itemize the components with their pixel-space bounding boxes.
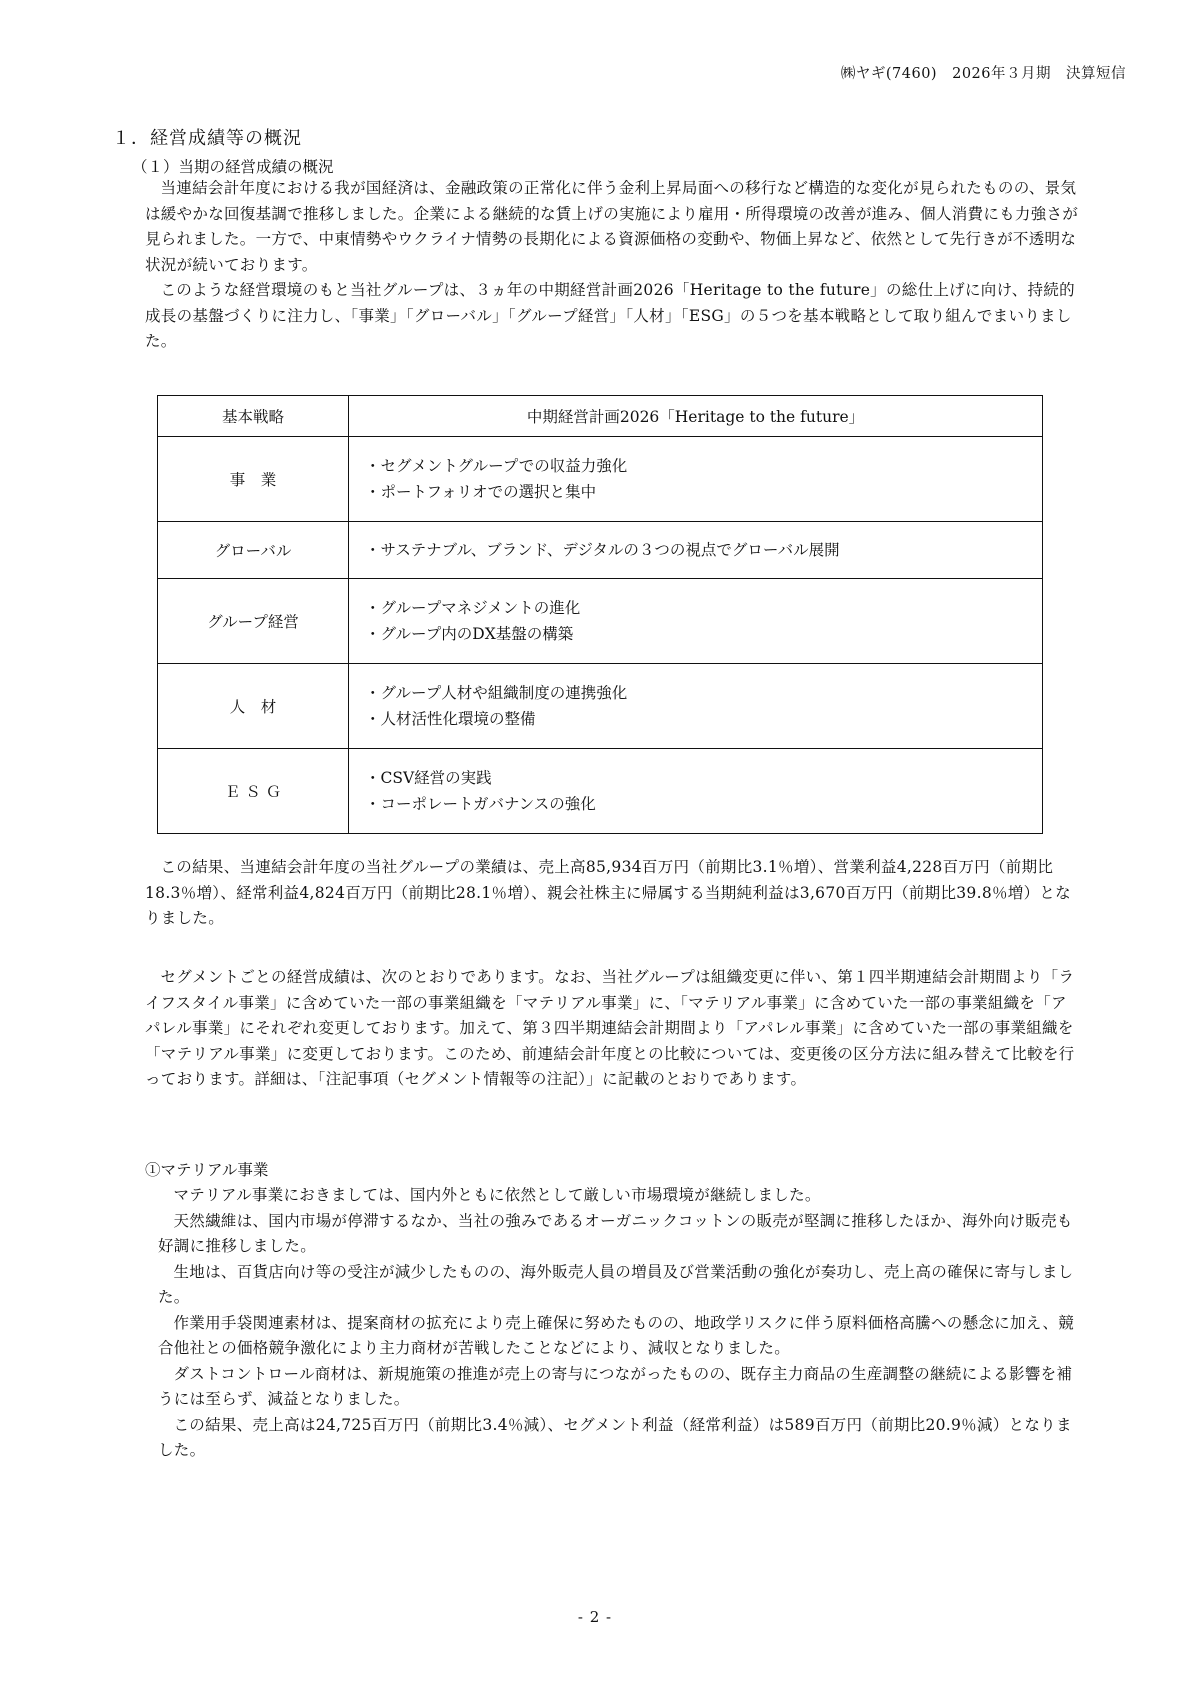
table-header-row	[158, 396, 1043, 437]
intro-paragraph: このような経営環境のもと当社グループは、３ヵ年の中期経営計画2026「Heritage to the future」の総仕上げに向け、持続的成長の基盤づくりに注力し、「事業」「グローバル」「グループ経営」「人材」「ESG」の５つを基本戦略として取り組んでまいりました。	[145, 281, 1075, 350]
strategy-item: ・グループ内のDX基盤の構築	[365, 625, 574, 643]
material-segment-title: ①マテリアル事業	[145, 1161, 269, 1179]
strategy-item: ・グループマネジメントの進化	[365, 599, 581, 617]
strategy-items	[349, 579, 1043, 664]
section-subtitle: （１）当期の経営成績の概況	[132, 158, 334, 176]
material-paragraph: マテリアル事業におきましては、国内外ともに依然として厳しい市場環境が継続しました。	[173, 1186, 821, 1204]
results-paragraph: この結果、当連結会計年度の当社グループの業績は、売上高85,934百万円（前期比3.1％増）、営業利益4,228百万円（前期比18.3％増）、経常利益4,824百万円（前期比28.1％増）、親会社株主に帰属する当期純利益は3,670百万円（前期比39.8％増）となりました。	[145, 858, 1071, 927]
table-row	[158, 437, 1043, 522]
strategy-name: 人 材	[158, 664, 349, 749]
document-header: ㈱ヤギ(7460) 2026年３月期 決算短信	[840, 66, 1126, 82]
table-row	[158, 522, 1043, 579]
strategy-name: グループ経営	[158, 579, 349, 664]
material-segment-body	[158, 1183, 1080, 1464]
table-header-plan: 中期経営計画2026「Heritage to the future」	[349, 396, 1043, 437]
strategy-name: 事 業	[158, 437, 349, 522]
strategy-items	[349, 749, 1043, 834]
strategy-item: ・ポートフォリオでの選択と集中	[365, 483, 597, 501]
strategy-items	[349, 437, 1043, 522]
section-title: １．経営成績等の概況	[112, 128, 302, 149]
strategy-item: ・セグメントグループでの収益力強化	[365, 457, 628, 475]
material-paragraph: 天然繊維は、国内市場が停滞するなか、当社の強みであるオーガニックコットンの販売が堅調に推移したほか、海外向け販売も好調に推移しました。	[158, 1211, 1073, 1255]
table-row	[158, 664, 1043, 749]
strategy-item: ・CSV経営の実践	[365, 769, 492, 787]
intro-text	[145, 176, 1080, 355]
strategy-items	[349, 522, 1043, 579]
material-paragraph: ダストコントロール商材は、新規施策の推進が売上の寄与につながったものの、既存主力商品の生産調整の継続による影響を補うには至らず、減益となりました。	[158, 1364, 1073, 1408]
results-text	[145, 855, 1080, 932]
table-row	[158, 749, 1043, 834]
strategy-name: Ｅ Ｓ Ｇ	[158, 749, 349, 834]
intro-paragraph: 当連結会計年度における我が国経済は、金融政策の正常化に伴う金利上昇局面への移行など構造的な変化が見られたものの、景気は緩やかな回復基調で推移しました。企業による継続的な賃上げの実施により雇用・所得環境の改善が進み、個人消費にも力強さが見られました。一方で、中東情勢やウクライナ情勢の長期化による資源価格の変動や、物価上昇など、依然として先行きが不透明な状況が続いております。	[145, 179, 1079, 274]
table-row	[158, 579, 1043, 664]
strategy-item: ・グループ人材や組織制度の連携強化	[365, 684, 628, 702]
strategy-table	[157, 395, 1043, 834]
material-paragraph: この結果、売上高は24,725百万円（前期比3.4％減）、セグメント利益（経常利益）は589百万円（前期比20.9％減）となりました。	[158, 1415, 1072, 1459]
segment-text	[145, 965, 1080, 1093]
strategy-item: ・サステナブル、ブランド、デジタルの３つの視点でグローバル展開	[365, 541, 840, 559]
page-number: - 2 -	[577, 1608, 613, 1626]
strategy-name: グローバル	[158, 522, 349, 579]
material-paragraph: 生地は、百貨店向け等の受注が減少したものの、海外販売人員の増員及び営業活動の強化が奏功し、売上高の確保に寄与しました。	[158, 1262, 1074, 1306]
segment-paragraph: セグメントごとの経営成績は、次のとおりであります。なお、当社グループは組織変更に伴い、第１四半期連結会計期間より「ライフスタイル事業」に含めていた一部の事業組織を「マテリアル事業」に、「マテリアル事業」に含めていた一部の事業組織を「アパレル事業」にそれぞれ変更しております。加えて、第３四半期連結会計期間より「アパレル事業」に含めていた一部の事業組織を「マテリアル事業」に変更しております。このため、前連結会計年度との比較については、変更後の区分方法に組み替えて比較を行っております。詳細は、「注記事項（セグメント情報等の注記）」に記載のとおりであります。	[145, 968, 1075, 1088]
strategy-items	[349, 664, 1043, 749]
material-paragraph: 作業用手袋関連素材は、提案商材の拡充により売上確保に努めたものの、地政学リスクに伴う原料価格高騰への懸念に加え、競合他社との価格競争激化により主力商材が苦戦したことなどにより、減収となりました。	[158, 1313, 1075, 1357]
strategy-item: ・コーポレートガバナンスの強化	[365, 795, 596, 813]
strategy-item: ・人材活性化環境の整備	[365, 710, 536, 728]
table-header-strategy: 基本戦略	[158, 396, 349, 437]
